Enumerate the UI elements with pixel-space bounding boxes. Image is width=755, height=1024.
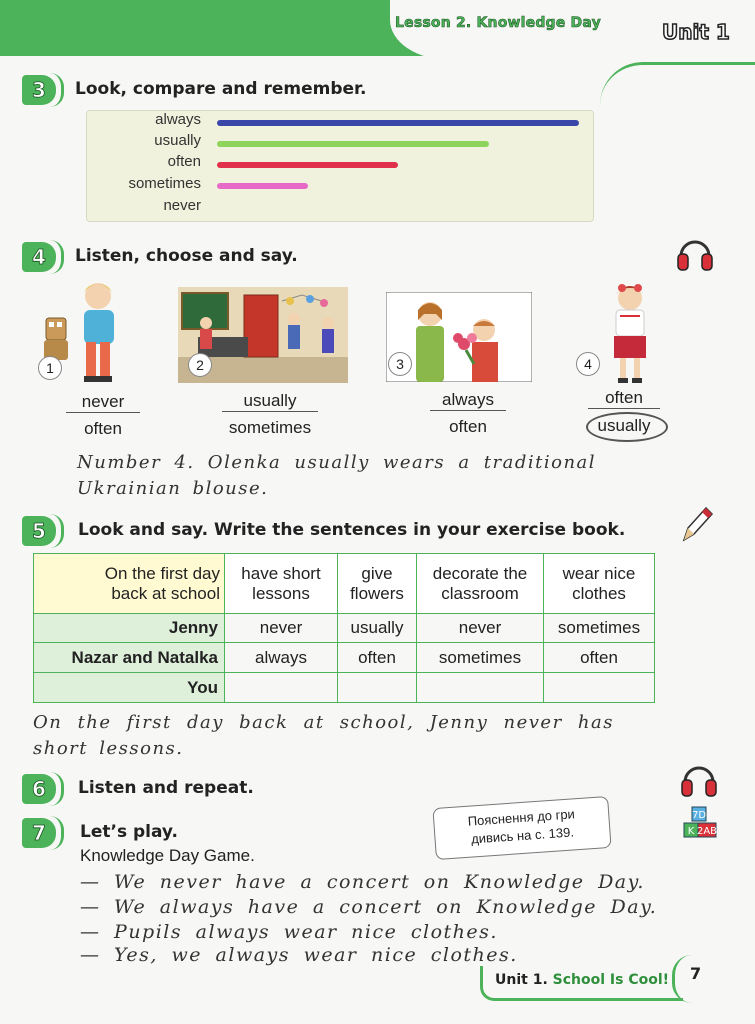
table-corner — [34, 554, 225, 614]
option-4-bottom[interactable]: usually — [597, 416, 651, 435]
header-line: wear nice — [562, 563, 636, 583]
header-line: decorate the — [432, 563, 528, 583]
svg-text:2AB: 2AB — [696, 826, 718, 837]
option-3-top[interactable]: always — [430, 390, 506, 411]
freq-bar-always — [217, 120, 579, 126]
game-line-2: — We always have a concert on Knowledge Day. — [80, 896, 658, 918]
table-cell: sometimes — [544, 614, 655, 643]
headphones-icon[interactable] — [676, 234, 714, 274]
svg-text:7D: 7D — [691, 810, 707, 821]
freq-bar-sometimes — [217, 183, 308, 189]
table-cell: often — [544, 643, 655, 673]
footer-unit: Unit 1. — [495, 972, 548, 988]
header-swoosh — [600, 62, 755, 105]
row-label: Nazar and Natalka — [34, 643, 225, 673]
header-line: lessons — [252, 583, 310, 603]
table-cell-empty[interactable] — [338, 673, 417, 703]
freq-word-never: never — [163, 197, 201, 214]
task4-example-line2: Ukrainian blouse. — [77, 478, 269, 499]
option-2-bottom[interactable]: sometimes — [228, 418, 312, 437]
header-line: give — [361, 563, 393, 583]
task5-example-line2: short lessons. — [33, 738, 184, 759]
corner-line2: back at school — [111, 583, 220, 603]
task4-example-line1: Number 4. Olenka usually wears a traditional — [77, 452, 597, 473]
freq-bar-usually — [217, 141, 489, 147]
task-number-4: 4 — [22, 242, 56, 272]
picture-number-4: 4 — [576, 352, 600, 376]
option-4-top[interactable]: often — [588, 388, 660, 409]
row-label: Jenny — [34, 614, 225, 643]
headphones-icon[interactable] — [680, 760, 718, 800]
freq-word-sometimes: sometimes — [128, 175, 201, 192]
freq-word-often: often — [167, 153, 201, 170]
letter-blocks-icon — [682, 806, 720, 842]
option-1-top[interactable]: never — [66, 392, 140, 413]
task7-title: Let’s play. — [80, 822, 178, 842]
picture-number-1: 1 — [38, 356, 62, 380]
task-number-5: 5 — [22, 516, 56, 546]
freq-bar-often — [217, 162, 398, 168]
picture-girl-blouse — [600, 280, 660, 384]
game-note — [432, 796, 611, 860]
table-cell-empty[interactable] — [225, 673, 338, 703]
lesson-title: Lesson 2. Knowledge Day — [395, 15, 601, 31]
picture-number-3: 3 — [388, 352, 412, 376]
task-number-3: 3 — [22, 75, 56, 105]
freq-word-usually: usually — [154, 132, 201, 149]
frequency-box — [86, 110, 594, 222]
note-line2: дивись на с. 139. — [470, 824, 575, 847]
table-cell-empty[interactable] — [417, 673, 544, 703]
table-cell: always — [225, 643, 338, 673]
footer-unit-title: School Is Cool! — [552, 972, 670, 988]
header-line: clothes — [572, 583, 626, 603]
task-number-6: 6 — [22, 774, 56, 804]
footer-title — [495, 972, 669, 988]
unit-label: Unit 1 — [662, 20, 730, 44]
table-cell: often — [338, 643, 417, 673]
header-line: classroom — [441, 583, 519, 603]
task3-title: Look, compare and remember. — [75, 79, 367, 99]
task-number-7: 7 — [22, 818, 56, 848]
schedule-table — [33, 553, 655, 703]
header-wear-clothes — [544, 554, 655, 614]
task5-title: Look and say. Write the sentences in your exercise book. — [78, 520, 626, 540]
task7-subtitle: Knowledge Day Game. — [80, 846, 255, 865]
table-cell-empty[interactable] — [544, 673, 655, 703]
svg-text:K: K — [687, 826, 695, 837]
header-give-flowers — [338, 554, 417, 614]
header-line: have short — [241, 563, 321, 583]
game-line-1: — We never have a concert on Knowledge Day. — [80, 871, 645, 893]
note-line1: Пояснення до гри — [467, 806, 576, 829]
table-cell: never — [225, 614, 338, 643]
option-3-bottom[interactable]: often — [449, 417, 487, 436]
table-row — [34, 614, 655, 643]
task4-title: Listen, choose and say. — [75, 246, 298, 266]
table-row — [34, 643, 655, 673]
game-line-3: — Pupils always wear nice clothes. — [80, 921, 498, 943]
table-cell: sometimes — [417, 643, 544, 673]
table-row — [34, 673, 655, 703]
picture-number-2: 2 — [188, 353, 212, 377]
page-number: 7 — [690, 964, 702, 983]
header-decorate — [417, 554, 544, 614]
header-line: flowers — [350, 583, 404, 603]
task6-title: Listen and repeat. — [78, 778, 254, 798]
option-1-bottom[interactable]: often — [84, 419, 122, 438]
table-cell: usually — [338, 614, 417, 643]
freq-word-always: always — [155, 111, 201, 128]
row-label: You — [34, 673, 225, 703]
header-short-lessons — [225, 554, 338, 614]
option-2-top[interactable]: usually — [222, 391, 318, 412]
task5-example-line1: On the first day back at school, Jenny never has — [33, 712, 614, 733]
pencil-icon — [680, 504, 714, 544]
table-cell: never — [417, 614, 544, 643]
corner-line1: On the first day — [104, 563, 220, 583]
circled-answer — [586, 412, 668, 442]
game-line-4: — Yes, we always wear nice clothes. — [80, 944, 518, 966]
